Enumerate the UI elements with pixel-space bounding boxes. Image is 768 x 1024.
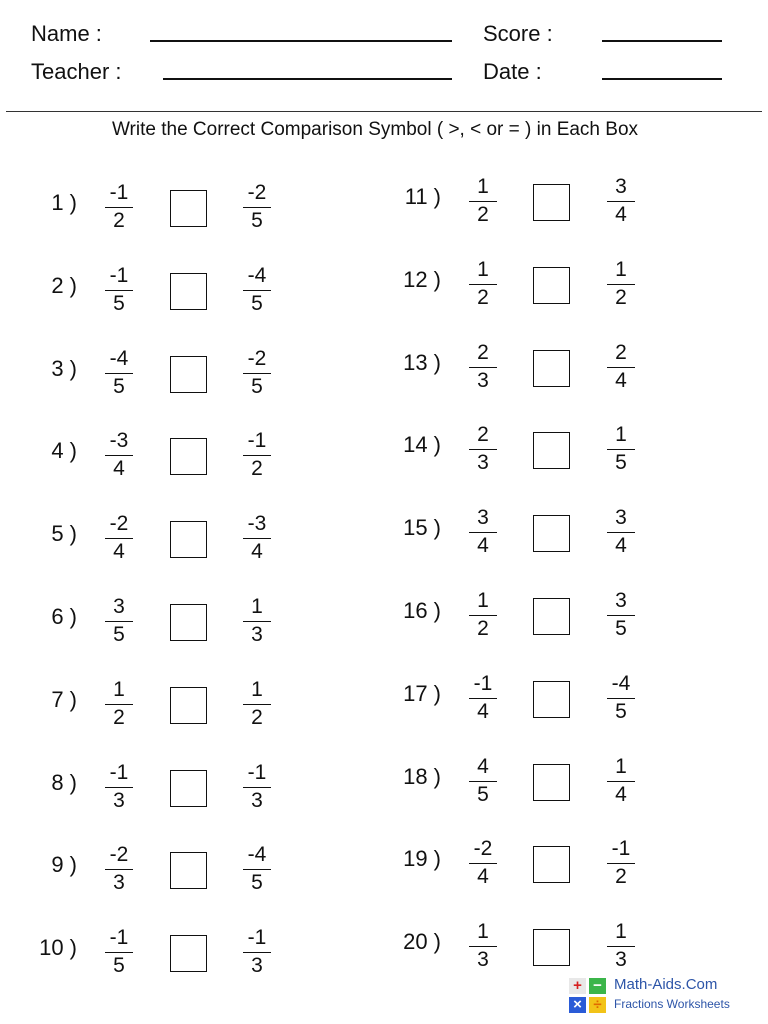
denominator: 4 [251,540,263,563]
score-line[interactable] [602,40,722,42]
numerator: -1 [473,672,493,695]
numerator: 1 [477,175,489,198]
problem-number: 2 ) [51,273,77,298]
teacher-label: Teacher : [31,59,122,84]
name-label: Name : [31,21,102,46]
fraction-bar [469,201,497,202]
numerator: 1 [477,258,489,281]
numerator: 1 [615,258,627,281]
problem-19 [0,837,760,897]
numerator: 1 [477,920,489,943]
problem-number: 10 ) [39,935,77,960]
denominator: 4 [615,534,627,557]
denominator: 5 [251,871,263,894]
fraction-bar [607,201,635,202]
fraction-bar [607,367,635,368]
left-fraction [468,258,498,311]
fraction-bar [469,863,497,864]
fraction-bar [469,532,497,533]
answer-box[interactable] [533,515,570,552]
answer-box[interactable] [533,267,570,304]
denominator: 3 [251,623,263,646]
denominator: 3 [113,789,125,812]
left-fraction [468,175,498,228]
problem-17 [0,672,760,732]
fraction-bar [469,367,497,368]
numerator: -2 [109,512,129,535]
problem-number: 19 ) [403,846,441,871]
fraction-bar [607,449,635,450]
numerator: -1 [247,429,267,452]
numerator: 3 [113,595,125,618]
denominator: 3 [113,871,125,894]
denominator: 5 [251,375,263,398]
left-fraction [468,506,498,559]
denominator: 2 [477,203,489,226]
problem-number: 7 ) [51,687,77,712]
denominator: 5 [615,617,627,640]
left-fraction [468,755,498,808]
denominator: 2 [251,457,263,480]
problem-number: 20 ) [403,929,441,954]
numerator: -4 [247,843,267,866]
numerator: -3 [109,429,129,452]
numerator: 1 [615,920,627,943]
denominator: 2 [615,865,627,888]
fraction-bar [607,615,635,616]
numerator: -2 [109,843,129,866]
plus-icon: + [569,978,586,994]
score-label: Score : [483,21,553,46]
fraction-bar [607,698,635,699]
denominator: 3 [251,954,263,977]
answer-box[interactable] [533,846,570,883]
left-fraction [468,589,498,642]
denominator: 4 [477,865,489,888]
header-divider [6,111,762,112]
denominator: 2 [251,706,263,729]
answer-box[interactable] [533,598,570,635]
answer-box[interactable] [533,929,570,966]
denominator: 5 [113,954,125,977]
denominator: 4 [615,783,627,806]
logo-subtitle: Fractions Worksheets [614,997,730,1011]
answer-box[interactable] [533,681,570,718]
numerator: -3 [247,512,267,535]
problem-number: 4 ) [51,438,77,463]
problem-13 [0,341,760,401]
right-fraction [606,506,636,559]
fraction-bar [469,449,497,450]
fraction-bar [607,532,635,533]
date-line[interactable] [602,78,722,80]
numerator: 1 [251,595,263,618]
problem-18 [0,755,760,815]
numerator: -2 [247,181,267,204]
right-fraction [606,837,636,890]
left-fraction [468,423,498,476]
name-line[interactable] [150,40,452,42]
fraction-bar [469,781,497,782]
fraction-bar [469,946,497,947]
denominator: 5 [113,375,125,398]
minus-icon: − [589,978,606,994]
right-fraction [606,258,636,311]
problem-number: 12 ) [403,267,441,292]
right-fraction [606,755,636,808]
numerator: 1 [113,678,125,701]
divide-icon: ÷ [589,997,606,1013]
left-fraction [468,672,498,725]
denominator: 3 [477,369,489,392]
denominator: 5 [251,209,263,232]
numerator: -1 [109,264,129,287]
date-label: Date : [483,59,542,84]
right-fraction [606,920,636,973]
denominator: 3 [477,948,489,971]
right-fraction [606,672,636,725]
fraction-bar [469,284,497,285]
right-fraction [606,589,636,642]
denominator: 4 [477,700,489,723]
numerator: -1 [247,761,267,784]
numerator: -4 [611,672,631,695]
problem-number: 14 ) [403,432,441,457]
numerator: 1 [615,423,627,446]
problem-number: 11 ) [404,184,441,209]
problem-number: 15 ) [403,515,441,540]
numerator: 2 [477,341,489,364]
denominator: 5 [113,623,125,646]
left-fraction [468,341,498,394]
numerator: -1 [109,926,129,949]
problem-number: 1 ) [51,190,77,215]
numerator: 3 [615,589,627,612]
numerator: 3 [615,175,627,198]
problem-number: 16 ) [403,598,441,623]
problem-16 [0,589,760,649]
numerator: -1 [109,181,129,204]
denominator: 4 [113,457,125,480]
denominator: 3 [251,789,263,812]
answer-box[interactable] [533,350,570,387]
math-aids-logo [569,976,749,1016]
numerator: -2 [473,837,493,860]
numerator: 4 [477,755,489,778]
answer-box[interactable] [533,432,570,469]
instructions: Write the Correct Comparison Symbol ( >, < or = ) in Each Box [111,119,639,140]
problem-number: 3 ) [51,356,77,381]
problem-number: 9 ) [51,852,77,877]
fraction-bar [607,781,635,782]
denominator: 3 [615,948,627,971]
right-fraction [606,341,636,394]
denominator: 4 [615,369,627,392]
problem-15 [0,506,760,566]
numerator: -4 [109,347,129,370]
teacher-line[interactable] [163,78,452,80]
fraction-bar [469,615,497,616]
denominator: 5 [615,700,627,723]
numerator: 1 [615,755,627,778]
numerator: 3 [615,506,627,529]
times-icon: × [569,997,586,1013]
numerator: -1 [247,926,267,949]
denominator: 5 [251,292,263,315]
logo-name: Math-Aids.Com [614,976,718,993]
denominator: 5 [113,292,125,315]
numerator: 2 [477,423,489,446]
fraction-bar [607,863,635,864]
denominator: 2 [113,209,125,232]
denominator: 3 [477,451,489,474]
problem-11 [0,175,760,235]
denominator: 4 [477,534,489,557]
problem-number: 5 ) [51,521,77,546]
answer-box[interactable] [533,764,570,801]
numerator: 1 [251,678,263,701]
denominator: 4 [113,540,125,563]
problem-14 [0,423,760,483]
problem-12 [0,258,760,318]
denominator: 2 [477,286,489,309]
fraction-bar [469,698,497,699]
left-fraction [468,837,498,890]
fraction-bar [607,946,635,947]
numerator: -4 [247,264,267,287]
problem-number: 18 ) [403,764,441,789]
numerator: 1 [477,589,489,612]
numerator: -1 [611,837,631,860]
denominator: 5 [477,783,489,806]
problem-number: 6 ) [51,604,77,629]
numerator: -1 [109,761,129,784]
answer-box[interactable] [533,184,570,221]
problem-number: 8 ) [51,770,77,795]
problem-number: 17 ) [403,681,441,706]
denominator: 5 [615,451,627,474]
numerator: 2 [615,341,627,364]
fraction-bar [607,284,635,285]
operations-icon [569,978,609,1014]
numerator: 3 [477,506,489,529]
numerator: -2 [247,347,267,370]
right-fraction [606,175,636,228]
right-fraction [606,423,636,476]
problem-number: 13 ) [403,350,441,375]
problem-20 [0,920,760,980]
denominator: 2 [615,286,627,309]
denominator: 4 [615,203,627,226]
left-fraction [468,920,498,973]
denominator: 2 [477,617,489,640]
denominator: 2 [113,706,125,729]
